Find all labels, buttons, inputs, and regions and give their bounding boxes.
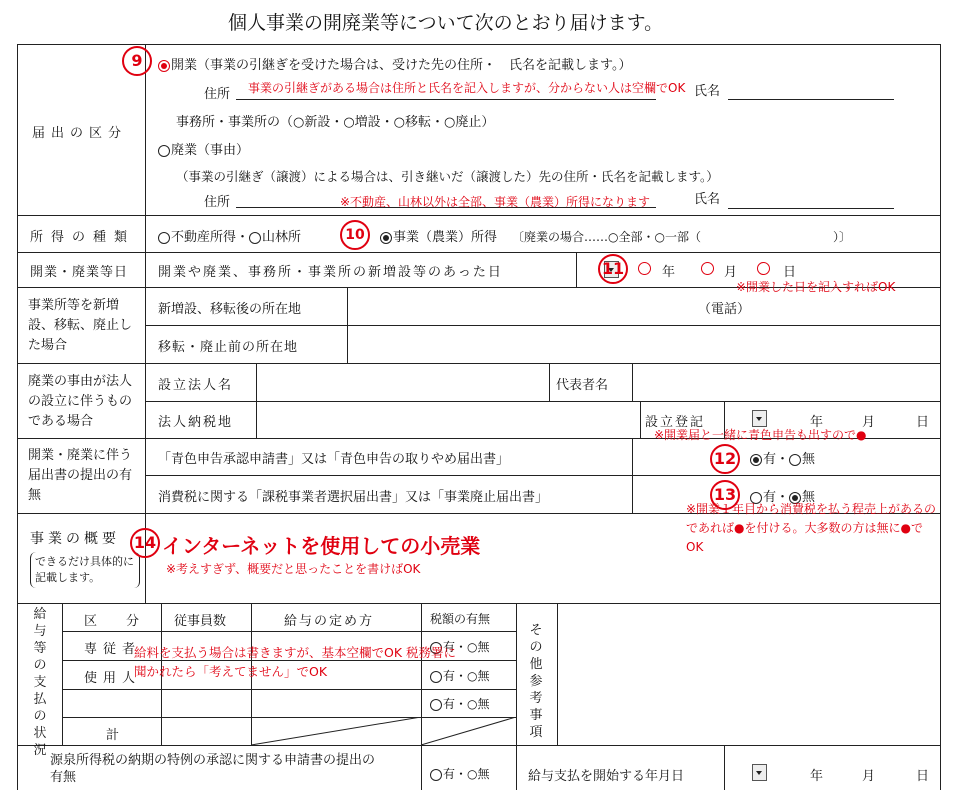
annotation-12: 12	[710, 444, 740, 474]
hikitsugi-note: （事業の引継ぎ（譲渡）による場合は、引き継いだ（譲渡した）先の住所・氏名を記載します。）	[176, 169, 719, 184]
jusho-field[interactable]	[236, 99, 656, 100]
shimei-field[interactable]	[728, 99, 894, 100]
kyuyo-label: 給与等の支払の状況	[33, 607, 47, 758]
toki-label: 設立登記	[645, 415, 706, 430]
kaishi-nen: 年	[810, 769, 824, 784]
hi-ring	[757, 262, 770, 275]
gaiyo-example[interactable]: インターネットを使用しての小売業	[162, 534, 481, 558]
aoiro-ari-radio[interactable]	[750, 454, 762, 466]
jusho-label: 住所	[204, 87, 231, 102]
zeigaku-row3-label: 有・○無	[443, 697, 490, 711]
haigyo-label: 廃業（事由）	[171, 143, 250, 158]
annotation-shotoku: ※不動産、山林以外は全部、事業（農業）所得になります	[340, 195, 651, 209]
setsuritsu-label: 設立法人名	[158, 378, 234, 393]
kyuyo-juugyoin: 従事員数	[174, 614, 227, 629]
annotation-13: 13	[710, 480, 740, 510]
shohizei-label: 消費税に関する「課税事業者選択届出書」又は「事業廃止届出書」	[158, 490, 549, 505]
fudosan-label: 不動産所得・	[171, 230, 250, 245]
kaishi-label: 給与支払を開始する年月日	[528, 769, 685, 784]
frame-right	[940, 44, 941, 790]
gaiyo-sublabel: できるだけ具体的に記載します。	[30, 552, 140, 588]
kaishi-hi: 日	[916, 769, 930, 784]
jimusho-line: 事務所・事業所の（○新設・○増設・○移転・○廃止）	[176, 115, 495, 130]
kaigyo-radio[interactable]	[158, 60, 170, 72]
shohizei-ari-label: 有・	[763, 490, 790, 505]
kyuyo-zeigaku: 税額の有無	[430, 612, 491, 626]
date-nen: 年	[662, 265, 676, 280]
shotoku-label: 所得の種類	[30, 230, 136, 245]
annotation-aoiro: ※開業届と一緒に青色申告も出すので●	[654, 428, 867, 442]
nozeichi-label: 法人納税地	[158, 415, 234, 430]
hojin-label: 廃業の事由が法人の設立に伴うものである場合	[28, 374, 133, 429]
daihyo-label: 代表者名	[556, 378, 609, 393]
annotation-date: ※開業した日を記入すればOK	[736, 280, 896, 294]
gensen-choice[interactable]	[430, 765, 489, 782]
kaishi-era-dropdown[interactable]	[752, 764, 767, 781]
toki-era-dropdown[interactable]	[752, 410, 767, 427]
annotation-shohizei: ※開業１年目から消費税を払う程売上があるのであれば●を付ける。大多数の方は無に●でOK	[686, 502, 937, 554]
frame-left	[17, 44, 18, 790]
todokesho-label: 開業・廃業に伴う届出書の提出の有無	[28, 448, 133, 503]
aoiro-label: 「青色申告承認申請書」又は「青色申告の取りやめ届出書」	[158, 452, 510, 467]
kyuyo-sadamekata: 給与の定め方	[284, 614, 375, 629]
jigyo-option[interactable]	[380, 226, 497, 245]
todoke-kubun-label: 届出の区分	[32, 126, 128, 141]
sonota-label: その他参考事項	[529, 623, 543, 740]
annotation-10: 10	[340, 220, 370, 250]
kyuyo-kei: 計	[106, 728, 120, 743]
gensen-choice-label: 有・○無	[443, 767, 490, 781]
date-desc: 開業や廃業、事務所・事業所の新増設等のあった日	[158, 265, 503, 280]
nen-ring	[638, 262, 651, 275]
shohizei-nashi-label: 無	[802, 490, 816, 505]
sanrin-radio[interactable]	[249, 232, 261, 244]
kyuyo-kubun: 区 分	[84, 614, 148, 629]
jusho2-label: 住所	[204, 195, 231, 210]
aoiro-ari-label: 有・	[763, 452, 790, 467]
jigyosho-label: 事業所等を新増設、移転、廃止した場合	[28, 298, 133, 353]
form-title: 個人事業の開廃業等について次のとおり届けます。	[228, 12, 664, 34]
kyuyo-shiyonin: 使用人	[84, 671, 142, 686]
iten-label: 移転・廃止前の所在地	[158, 340, 299, 355]
date-hi: 日	[783, 265, 797, 280]
aoiro-choice[interactable]	[750, 448, 815, 467]
aoiro-nashi-label: 無	[802, 452, 816, 467]
kyuyo-senju: 専従者	[84, 642, 142, 657]
date-label: 開業・廃業等日	[30, 265, 129, 280]
kei-diagonal	[251, 717, 516, 745]
haigyo-radio[interactable]	[158, 145, 170, 157]
annotation-14: 14	[130, 528, 160, 558]
annotation-gaiyo: ※考えすぎず、概要だと思ったことを書けばOK	[166, 562, 421, 576]
kaishi-tsuki: 月	[862, 769, 876, 784]
kaigyo-label: 開業（事業の引継ぎを受けた場合は、受けた先の住所・ 氏名を記載します。）	[171, 58, 632, 73]
gaiyo-label: 事業の概要	[30, 531, 120, 547]
haigyo-option[interactable]	[158, 139, 249, 158]
tsuki-ring	[701, 262, 714, 275]
zeigaku-row3[interactable]	[430, 695, 489, 712]
shimei2-field[interactable]	[728, 208, 894, 209]
annotation-hikitsugi: 事業の引継ぎがある場合は住所と氏名を記入しますが、分からない人は空欄でOK	[248, 81, 686, 95]
zeigaku-row2-label: 有・○無	[443, 669, 490, 683]
toki-hi: 日	[916, 415, 930, 430]
shimei2-label: 氏名	[694, 192, 721, 207]
zeigaku-row1-label: 有・○無	[443, 640, 490, 654]
denwa-label: （電話）	[698, 302, 751, 317]
jigyo-label: 事業（農業）所得	[393, 230, 498, 245]
gensen-label: 源泉所得税の納期の特例の承認に関する申請書の提出の有無	[50, 753, 376, 785]
shimei-label: 氏名	[694, 84, 721, 99]
fudosan-option[interactable]	[158, 226, 301, 245]
annotation-9: 9	[122, 46, 152, 76]
jigyo-radio[interactable]	[380, 232, 392, 244]
date-tsuki: 月	[724, 265, 738, 280]
aoiro-nashi-radio[interactable]	[789, 454, 801, 466]
annotation-kyuyo: 給料を支払う場合は書きますが、基本空欄でOK 税務署に聞かれたら「考えてません」でOK	[134, 645, 457, 679]
toki-nen: 年	[810, 415, 824, 430]
shinzosetsu-label: 新増設、移転後の所在地	[158, 302, 302, 317]
annotation-11: 11	[598, 254, 628, 284]
toki-tsuki: 月	[862, 415, 876, 430]
sanrin-label: 山林所	[262, 230, 302, 245]
kaigyo-option[interactable]	[158, 54, 631, 73]
haigyo-case: 〔廃業の場合……○全部・○一部（ ）〕	[512, 230, 851, 244]
frame-top	[17, 44, 940, 45]
